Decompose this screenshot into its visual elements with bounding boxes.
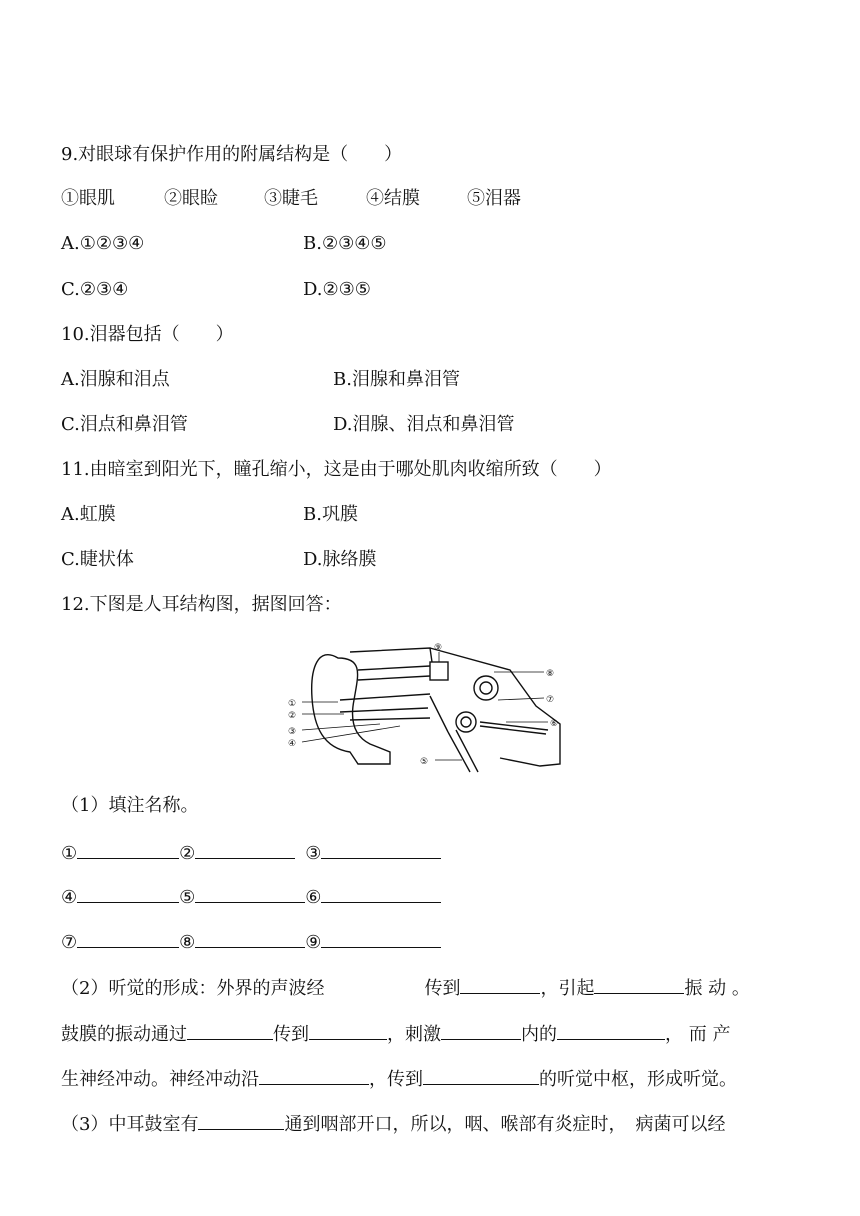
blank-label-4: ④: [61, 887, 78, 908]
q12-part1-title: （1）填注名称。: [61, 795, 199, 816]
part2-text-6: 传到: [273, 1024, 309, 1045]
blank-row-1: [61, 840, 441, 866]
answer-blank-5[interactable]: [195, 884, 305, 903]
part2-text-10: 生神经冲动。神经冲动沿: [61, 1069, 259, 1090]
blank-label-6: ⑥: [305, 887, 322, 908]
blank-row-3: [61, 929, 441, 955]
q10-option-c: C.泪点和鼻泪管: [61, 414, 188, 435]
part2-text-5: 鼓膜的振动通过: [61, 1024, 187, 1045]
q12-part2-line2: [61, 1021, 730, 1047]
answer-blank-6[interactable]: [321, 884, 441, 903]
figure-label-3: ③: [288, 727, 297, 737]
q9-option-b: B.②③④⑤: [303, 233, 387, 254]
q12-part3-line1: [61, 1111, 725, 1137]
part3-text-1: （3）中耳鼓室有: [61, 1114, 199, 1135]
part2-text-3: ，引起: [540, 978, 595, 999]
blank-label-1: ①: [61, 843, 78, 864]
q10-option-b: B.泪腺和鼻泪管: [333, 369, 460, 390]
q10-option-a: A.泪腺和泪点: [61, 369, 170, 390]
q11-option-d: D.脉络膜: [303, 549, 377, 570]
answer-blank-15[interactable]: [557, 1021, 665, 1040]
answer-blank-17[interactable]: [423, 1066, 539, 1085]
figure-label-5: ⑤: [420, 757, 429, 767]
q11-option-b: B.巩膜: [303, 504, 358, 525]
blank-label-3: ③: [305, 843, 322, 864]
figure-label-9: ⑨: [434, 643, 443, 653]
q9-stem: 9.对眼球有保护作用的附属结构是（ ）: [61, 144, 403, 165]
part2-text-4: 振 动 。: [684, 978, 750, 999]
q11-stem: 11.由暗室到阳光下，瞳孔缩小，这是由于哪处肌肉收缩所致（ ）: [61, 459, 612, 480]
part2-text-9: ， 而 产: [665, 1024, 731, 1045]
answer-blank-18[interactable]: [198, 1111, 284, 1130]
part2-text-7: ，刺激: [387, 1024, 441, 1045]
answer-blank-16[interactable]: [259, 1066, 369, 1085]
answer-blank-2[interactable]: [195, 840, 295, 859]
answer-blank-14[interactable]: [441, 1021, 521, 1040]
q11-option-c: C.睫状体: [61, 549, 134, 570]
q12-part2-line1: [61, 975, 750, 1001]
answer-blank-7[interactable]: [77, 929, 179, 948]
answer-blank-3[interactable]: [321, 840, 441, 859]
semicircular-canal-shape: [474, 676, 498, 700]
blank-label-9: ⑨: [305, 932, 322, 953]
answer-blank-13[interactable]: [309, 1021, 387, 1040]
figure-label-6: ⑥: [550, 719, 559, 729]
answer-blank-1[interactable]: [77, 840, 179, 859]
vestibule-box: [430, 662, 448, 680]
q10-stem: 10.泪器包括（ ）: [61, 324, 234, 345]
figure-label-1: ①: [288, 699, 297, 709]
q11-option-a: A.虹膜: [61, 504, 116, 525]
answer-blank-12[interactable]: [187, 1021, 273, 1040]
q9-option-a: A.①②③④: [61, 233, 145, 254]
part2-text-2: 传到: [424, 978, 461, 999]
outer-ear-shape: [312, 655, 390, 764]
blank-label-2: ②: [179, 843, 196, 864]
answer-blank-4[interactable]: [77, 884, 179, 903]
part2-text-8: 内的: [521, 1024, 557, 1045]
ear-structure-figure: [280, 640, 564, 774]
blank-row-2: [61, 884, 441, 910]
q12-part2-line3: [61, 1066, 737, 1092]
eustachian-tube: [448, 730, 478, 772]
figure-label-4: ④: [288, 739, 297, 749]
blank-label-8: ⑧: [179, 932, 196, 953]
q12-stem: 12.下图是人耳结构图，据图回答：: [61, 594, 342, 615]
blank-label-7: ⑦: [61, 932, 78, 953]
answer-blank-10[interactable]: [460, 975, 540, 994]
answer-blank-9[interactable]: [321, 929, 441, 948]
cochlea-shape: [456, 712, 476, 732]
part2-text-11: ，传到: [369, 1069, 423, 1090]
part2-text-1: （2）听觉的形成：外界的声波经: [61, 978, 325, 999]
part2-text-12: 的听觉中枢，形成听觉。: [539, 1069, 737, 1090]
q9-option-c: C.②③④: [61, 279, 129, 300]
blank-label-5: ⑤: [179, 887, 196, 908]
q9-option-d: D.②③⑤: [303, 279, 371, 300]
q9-item-3: ③睫毛: [264, 188, 318, 209]
figure-label-7: ⑦: [546, 695, 555, 705]
q9-item-1: ①眼肌: [61, 188, 115, 209]
bone-layer: [358, 666, 430, 680]
q10-option-d: D.泪腺、泪点和鼻泪管: [333, 414, 515, 435]
auditory-nerve: [480, 722, 548, 734]
answer-blank-8[interactable]: [195, 929, 305, 948]
figure-label-2: ②: [288, 711, 297, 721]
answer-blank-11[interactable]: [594, 975, 684, 994]
q9-item-4: ④结膜: [366, 188, 420, 209]
figure-label-8: ⑧: [546, 669, 555, 679]
q9-item-5: ⑤泪器: [467, 188, 521, 209]
part3-text-2: 通到咽部开口，所以，咽、喉部有炎症时， 病菌可以经: [284, 1114, 726, 1135]
q9-item-2: ②眼睑: [164, 188, 218, 209]
